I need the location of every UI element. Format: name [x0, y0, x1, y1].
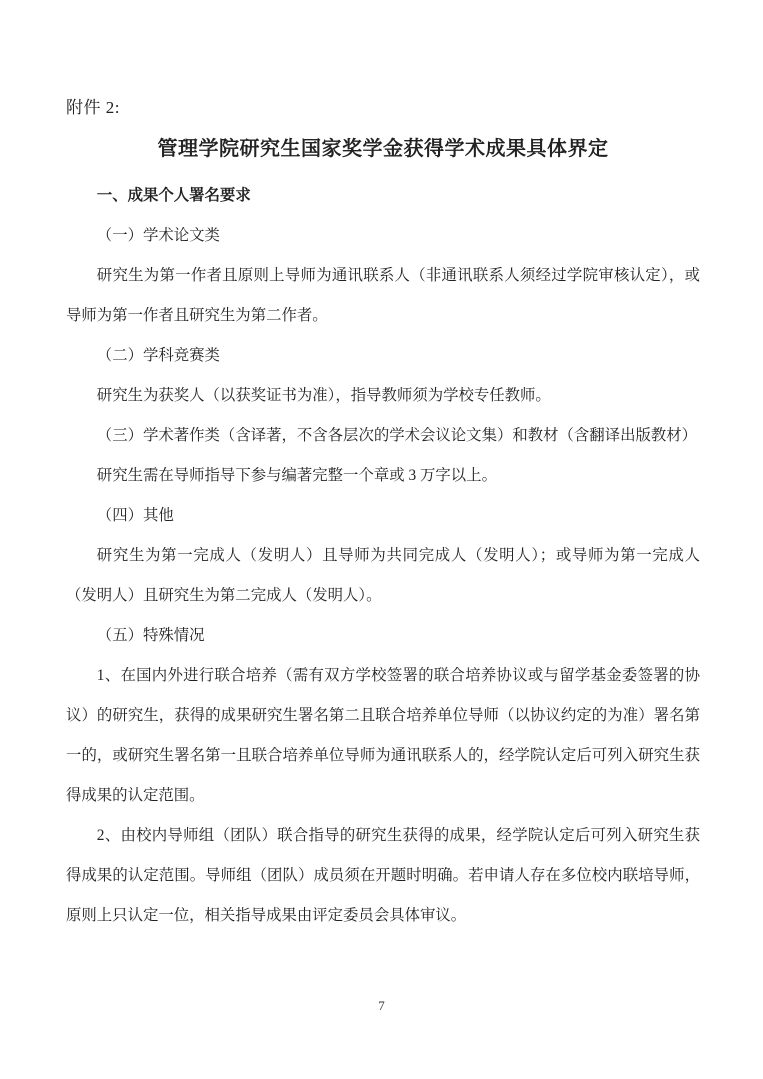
paragraph-body-1: 研究生为第一作者且原则上导师为通讯联系人（非通讯联系人须经过学院审核认定），或导师为第一作者且研究生为第二作者。 — [66, 267, 700, 324]
paragraph-subheading-4: （四）其他 — [96, 507, 174, 524]
paragraph-body-4: 研究生为第一完成人（发明人）且导师为共同完成人（发明人）；或导师为第一完成人（发明人）且研究生为第二完成人（发明人）。 — [66, 547, 700, 604]
section-heading: 一、成果个人署名要求 — [96, 187, 251, 204]
paragraph-body-3: 研究生需在导师指导下参与编著完整一个章或 3 万字以上。 — [96, 467, 497, 484]
document-title: 管理学院研究生国家奖学金获得学术成果具体界定 — [157, 138, 609, 160]
paragraph-subheading-2: （二）学科竞赛类 — [96, 347, 220, 364]
paragraph-subheading-3: （三）学术著作类（含译著，不含各层次的学术会议论文集）和教材（含翻译出版教材） — [96, 427, 698, 444]
paragraph-body-2: 研究生为获奖人（以获奖证书为准），指导教师须为学校专任教师。 — [96, 387, 551, 404]
paragraph-subheading-1: （一）学术论文类 — [96, 227, 220, 244]
paragraph-special-case-1: 1、在国内外进行联合培养（需有双方学校签署的联合培养协议或与留学基金委签署的协议）的研究生，获得的成果研究生署名第二且联合培养单位导师（以协议约定的为准）署名第一的，或研究生署名第一且联合培养单位导师为通讯联系人的，经学院认定后可列入研究生获得成果的认定范围。 — [66, 667, 700, 804]
attachment-label: 附件 2: — [66, 98, 120, 117]
paragraph-subheading-5: （五）特殊情况 — [96, 627, 205, 644]
document-body — [66, 176, 700, 936]
paragraph-special-case-2: 2、由校内导师组（团队）联合指导的研究生获得的成果，经学院认定后可列入研究生获得成果的认定范围。导师组（团队）成员须在开题时明确。若申请人存在多位校内联培导师，原则上只认定一位，相关指导成果由评定委员会具体审议。 — [66, 827, 700, 924]
page-number: 7 — [378, 998, 385, 1013]
